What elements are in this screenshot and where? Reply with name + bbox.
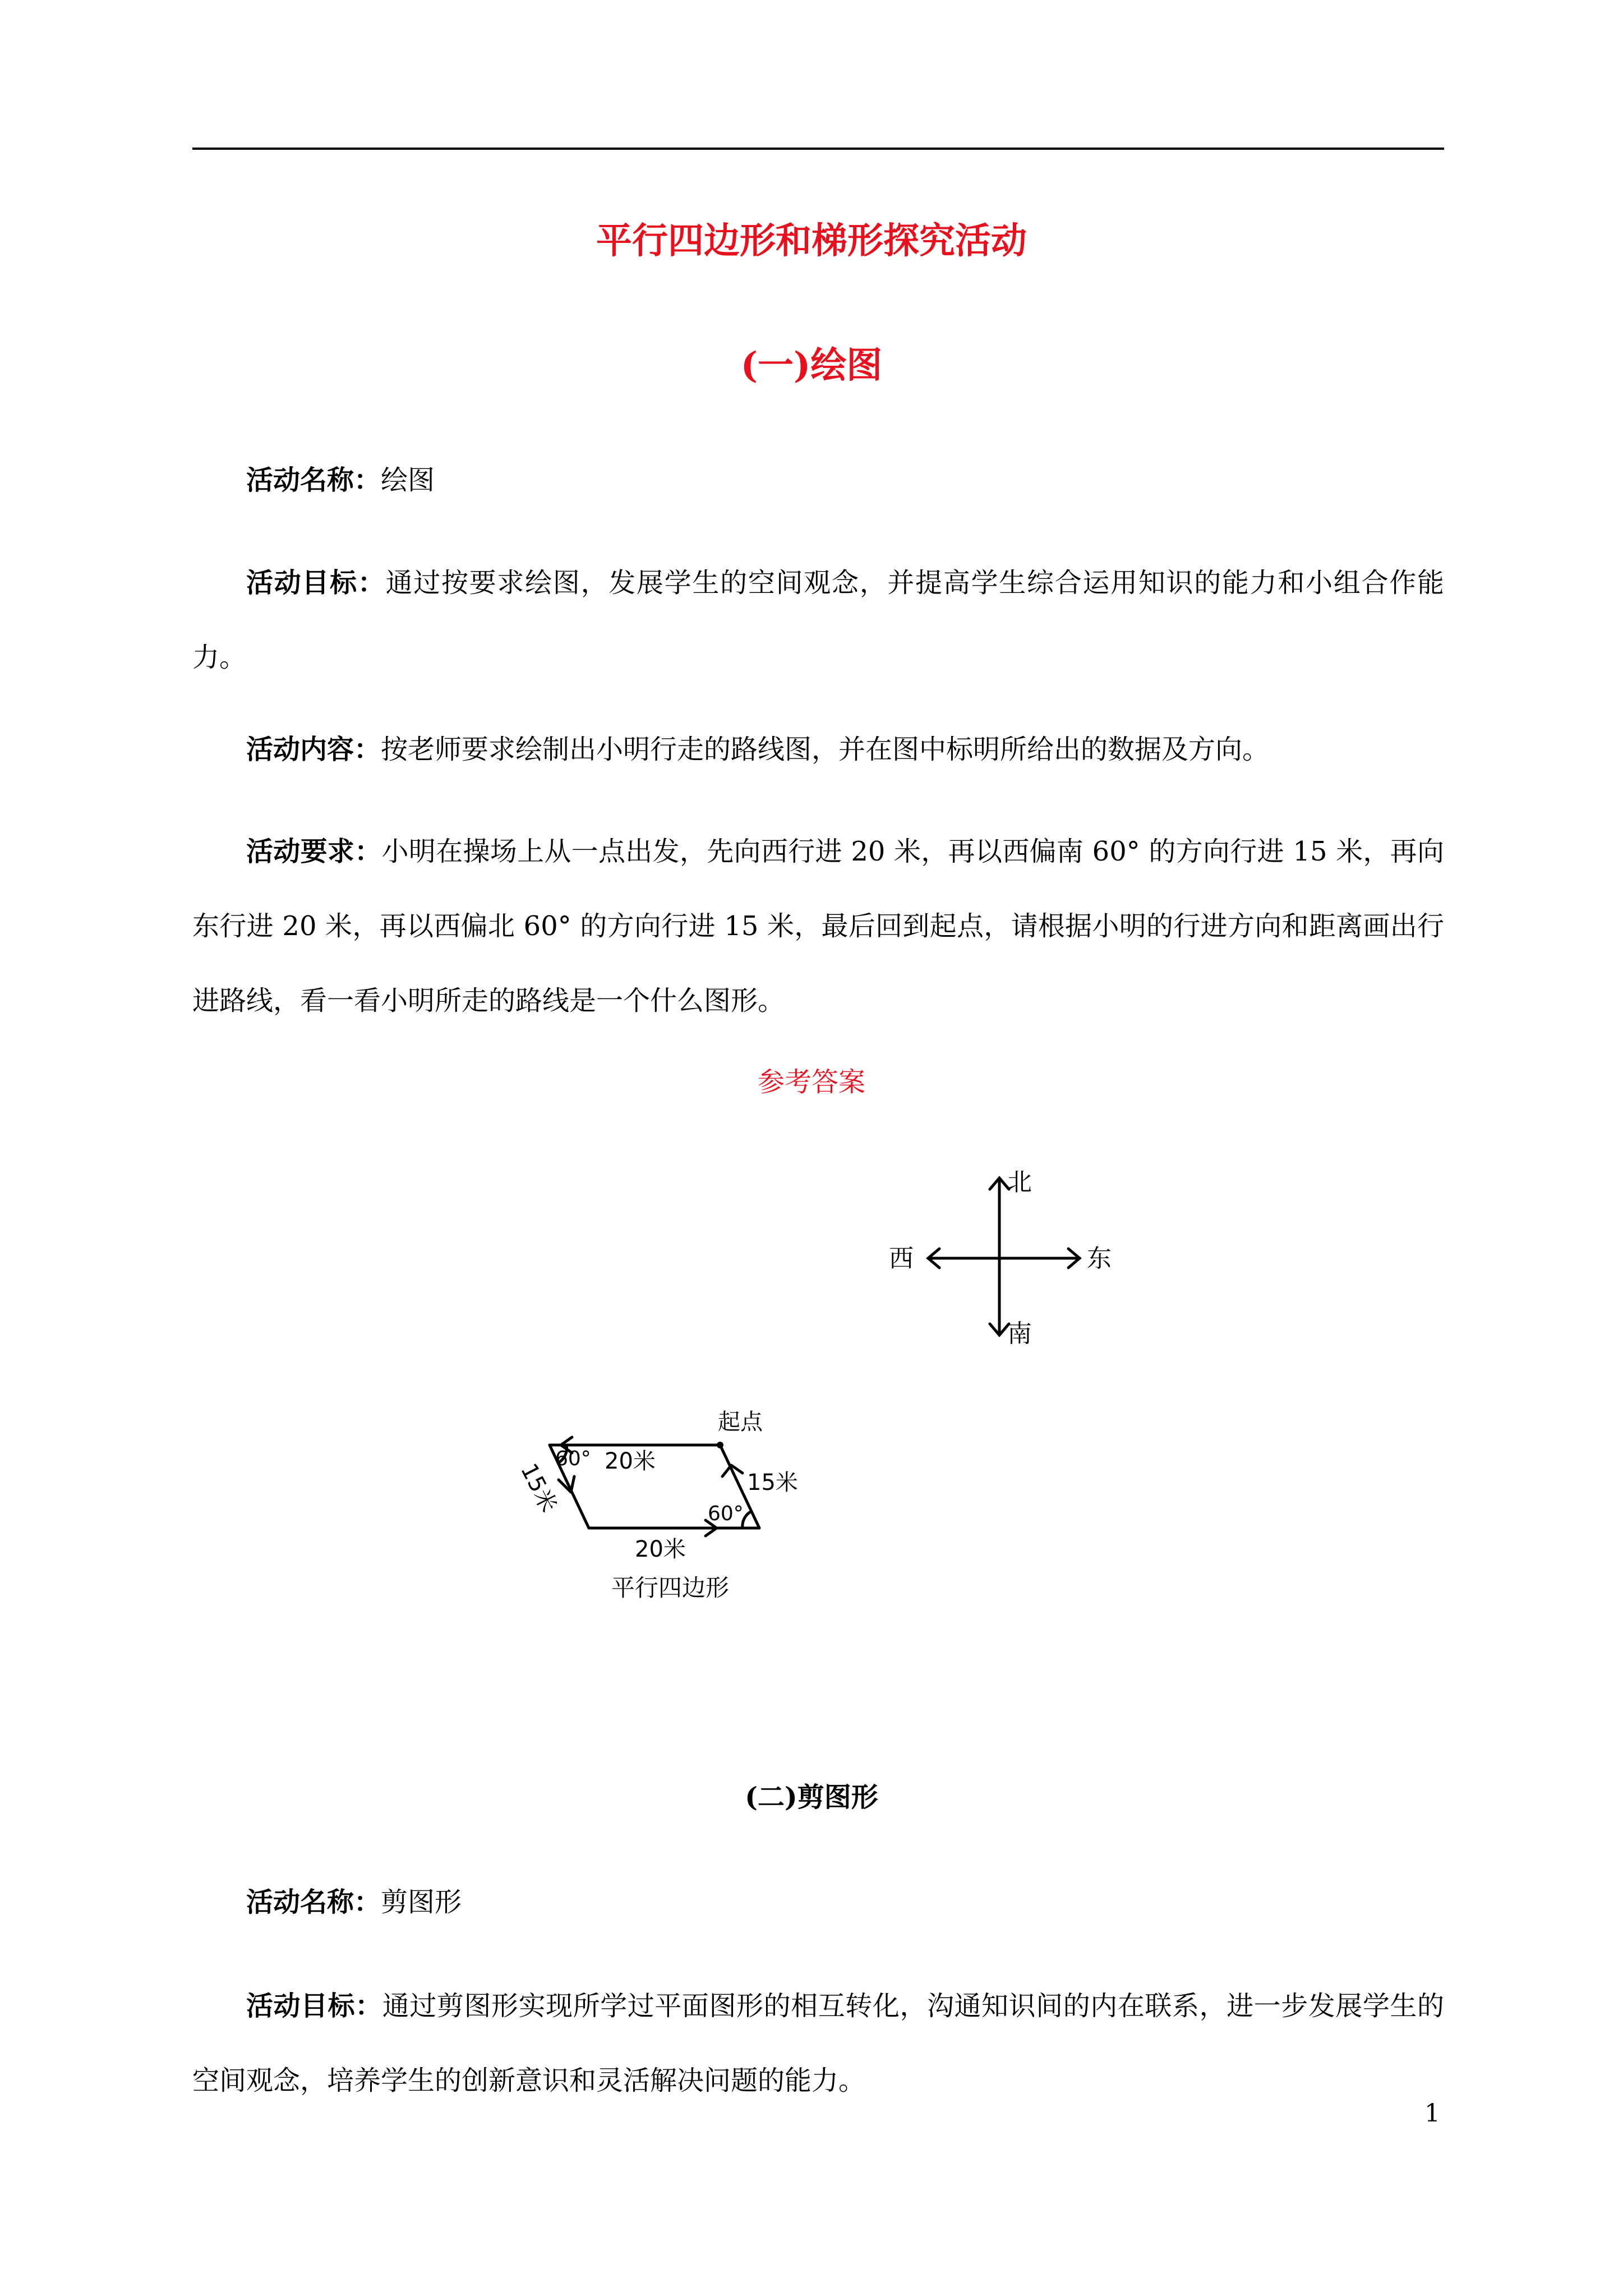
compass-east-label: 东 [1087,1244,1112,1273]
activity-name-label: 活动名称： [246,464,381,496]
activity-name-paragraph [192,443,1444,518]
compass-north-label: 北 [1007,1168,1032,1197]
activity-content-label: 活动内容： [246,734,381,765]
activity2-name-paragraph [192,1865,1444,1940]
activity-goal-text: 通过按要求绘图，发展学生的空间观念，并提高学生综合运用知识的能力和小组合作能力。 [192,567,1444,673]
document-title: 平行四边形和梯形探究活动 [596,220,1027,262]
activity2-goal-text: 通过剪图形实现所学过平面图形的相互转化，沟通知识间的内在联系，进一步发展学生的空间观念，培养学生的创新意识和灵活解决问题的能力。 [192,1990,1444,2096]
activity-content-text: 按老师要求绘制出小明行走的路线图，并在图中标明所给出的数据及方向。 [381,734,1270,765]
left-side-length: 15米 [515,1459,562,1517]
top-side-length: 20米 [605,1448,656,1474]
angle-label-bottom-right: 60° [708,1502,744,1525]
activity-requirement-label: 活动要求： [246,836,382,867]
activity2-name-label: 活动名称： [246,1887,381,1918]
activity2-goal-label: 活动目标： [246,1990,382,2022]
reference-answer-label: 参考答案 [757,1066,865,1098]
start-point-label: 起点 [718,1409,763,1435]
activity2-name-text: 剪图形 [381,1887,462,1918]
compass-diagram [875,1156,1138,1369]
right-side-length: 15米 [747,1470,798,1496]
compass-west-label: 西 [889,1244,914,1273]
bottom-side-length: 20米 [635,1536,686,1562]
header-rule [192,148,1444,150]
activity-requirement-text: 小明在操场上从一点出发，先向西行进 20 米，再以西偏南 60° 的方向行进 15 米，再向东行进 20 米，再以西偏北 60° 的方向行进 15 米，最后回到起点，请根据小明的行进方向和距离画出行进路线，看一看小明所走的路线是一个什么图形。 [192,836,1444,1016]
parallelogram-route-diagram [505,1402,830,1616]
activity-requirement-paragraph [192,815,1444,1038]
activity-name-text: 绘图 [381,464,435,496]
compass-south-label: 南 [1007,1319,1032,1348]
start-point-dot [717,1442,723,1448]
section-heading-drawing: (一)绘图 [740,344,883,386]
activity-content-paragraph [192,712,1444,787]
activity-goal-paragraph [192,546,1444,695]
angle-arc-bottom-right [743,1511,751,1528]
page-number: 1 [1424,2099,1440,2128]
section-heading-cutting: (二)剪图形 [745,1782,878,1813]
activity-goal-label: 活动目标： [246,567,386,599]
activity2-goal-paragraph [192,1969,1444,2118]
figure-caption: 平行四边形 [611,1574,730,1602]
angle-label-top-left: 60° [555,1447,591,1470]
